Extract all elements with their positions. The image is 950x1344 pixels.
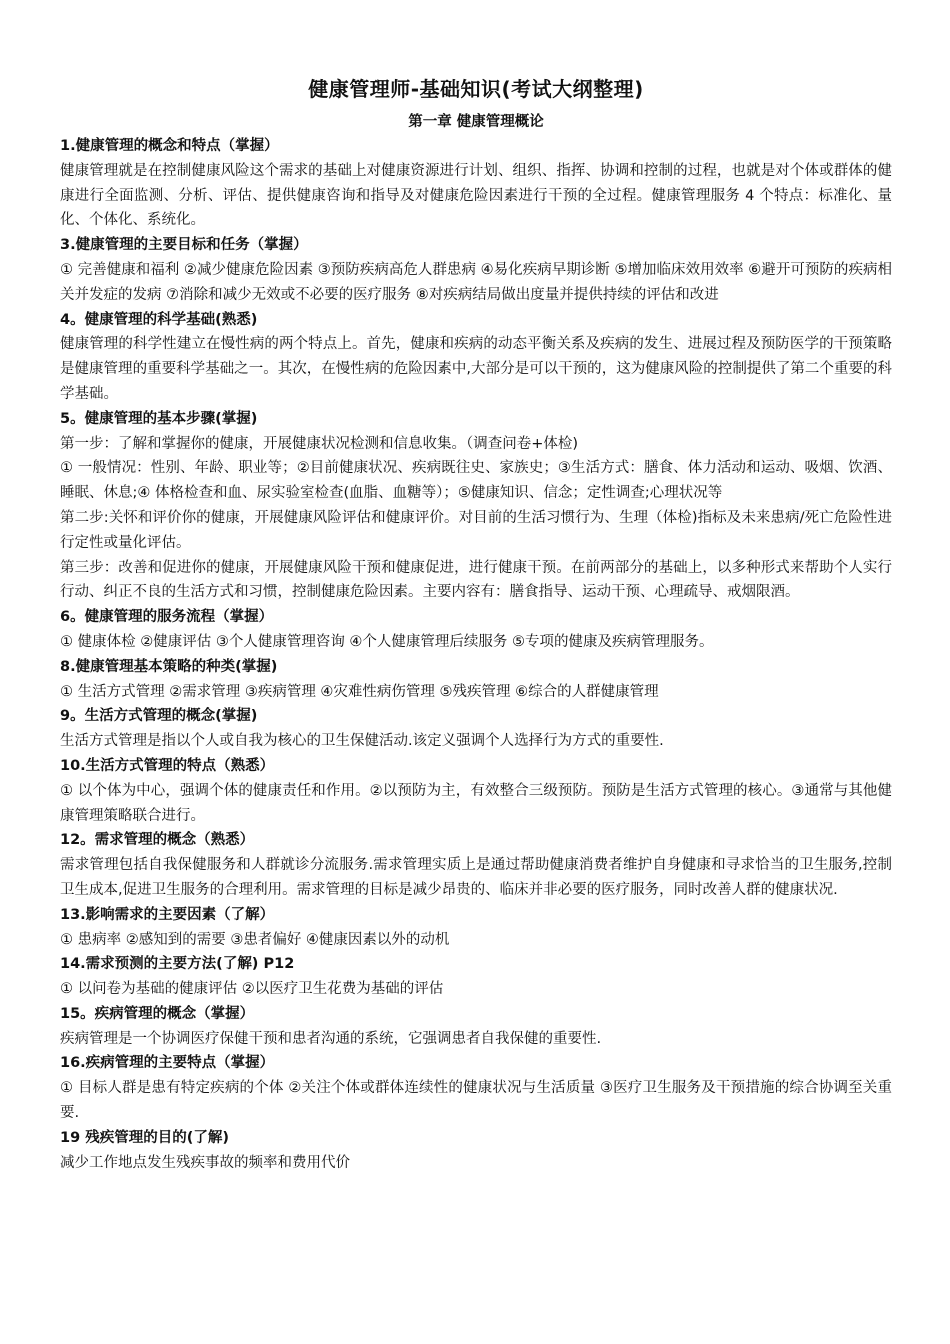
section-paragraph: 健康管理的科学性建立在慢性病的两个特点上。首先，健康和疾病的动态平衡关系及疾病的发生、进展过程及预防医学的干预策略是健康管理的重要科学基础之一。其次，在慢性病的危险因素中,大部分是可以干预的，这为健康风险的控制提供了第二个重要的科学基础。 <box>60 336 892 402</box>
section-heading: 8.健康管理基本策略的种类(掌握) <box>60 658 278 675</box>
section <box>60 134 892 233</box>
section-heading: 19 残疾管理的目的(了解) <box>60 1129 229 1146</box>
section-paragraph: ① 完善健康和福利 ②减少健康危险因素 ③预防疾病高危人群患病 ④易化疾病早期诊断 ⑤增加临床效用效率 ⑥避开可预防的疾病相关并发症的发病 ⑦消除和减少无效或不必要的医疗服务 ⑧对疾病结局做出度量并提供持续的评估和改进 <box>60 261 892 303</box>
section-paragraph: 需求管理包括自我保健服务和人群就诊分流服务.需求管理实质上是通过帮助健康消费者维护自身健康和寻求恰当的卫生服务,控制卫生成本,促进卫生服务的合理利用。需求管理的目标是减少昂贵的、临床并非必要的医疗服务，同时改善人群的健康状况. <box>60 857 892 898</box>
section-paragraph: ① 目标人群是患有特定疾病的个体 ②关注个体或群体连续性的健康状况与生活质量 ③医疗卫生服务及干预措施的综合协调至关重要. <box>60 1080 892 1122</box>
section-heading: 15。疾病管理的概念（掌握） <box>60 1005 255 1022</box>
section-paragraph: ① 一般情况：性别、年龄、职业等；②目前健康状况、疾病既往史、家族史；③生活方式：膳食、体力活动和运动、吸烟、饮酒、睡眠、休息;④ 体格检查和血、尿实验室检查(血脂、血糖等）；⑤健康知识、信念；定性调查;心理状况等 <box>60 460 892 502</box>
section-paragraph: 减少工作地点发生残疾事故的频率和费用代价 <box>60 1154 350 1171</box>
section-heading: 13.影响需求的主要因素（了解） <box>60 906 275 923</box>
section-paragraph: ① 患病率 ②感知到的需要 ③患者偏好 ④健康因素以外的动机 <box>60 931 450 948</box>
section <box>60 1051 892 1125</box>
sections-container <box>60 134 892 1175</box>
section-paragraph: ① 健康体检 ②健康评估 ③个人健康管理咨询 ④个人健康管理后续服务 ⑤专项的健康及疾病管理服务。 <box>60 633 714 650</box>
section-paragraph: 健康管理就是在控制健康风险这个需求的基础上对健康资源进行计划、组织、指挥、协调和控制的过程，也就是对个体或群体的健康进行全面监测、分析、评估、提供健康咨询和指导及对健康危险因素进行干预的全过程。健康管理服务 4 个特点：标准化、量化、个体化、系统化。 <box>60 162 892 229</box>
section-paragraph: 第二步:关怀和评价你的健康，开展健康风险评估和健康评价。对目前的生活习惯行为、生理（体检)指标及未来患病/死亡危险性进行定性或量化评估。 <box>60 509 892 551</box>
section-heading: 5。健康管理的基本步骤(掌握) <box>60 410 258 427</box>
document-title: 健康管理师-基础知识(考试大纲整理) <box>308 77 644 101</box>
section <box>60 903 892 953</box>
section <box>60 233 892 307</box>
section <box>60 952 892 1002</box>
section-heading: 6。健康管理的服务流程（掌握） <box>60 609 274 626</box>
section-paragraph: ① 生活方式管理 ②需求管理 ③疾病管理 ④灾难性病伤管理 ⑤残疾管理 ⑥综合的人群健康管理 <box>60 683 659 700</box>
section-paragraph: ① 以个体为中心，强调个体的健康责任和作用。②以预防为主，有效整合三级预防。预防是生活方式管理的核心。③通常与其他健康管理策略联合进行。 <box>60 782 892 824</box>
section <box>60 308 892 407</box>
section-paragraph: 生活方式管理是指以个人或自我为核心的卫生保健活动.该定义强调个人选择行为方式的重要性. <box>60 733 664 750</box>
section <box>60 605 892 655</box>
section <box>60 828 892 902</box>
chapter-title: 第一章 健康管理概论 <box>408 114 544 130</box>
section-paragraph: 第一步：了解和掌握你的健康，开展健康状况检测和信息收集。（调查问卷+体检) <box>60 435 579 452</box>
section-heading: 3.健康管理的主要目标和任务（掌握） <box>60 237 308 254</box>
section-heading: 9。生活方式管理的概念(掌握) <box>60 708 258 725</box>
section <box>60 754 892 828</box>
section-heading: 14.需求预测的主要方法(了解) P12 <box>60 956 295 973</box>
section-heading: 4。健康管理的科学基础(熟悉) <box>60 311 258 328</box>
section <box>60 655 892 705</box>
section <box>60 1126 892 1176</box>
section-paragraph: 第三步：改善和促进你的健康，开展健康风险干预和健康促进，进行健康干预。在前两部分的基础上，以多种形式来帮助个人实行行动、纠正不良的生活方式和习惯，控制健康危险因素。主要内容有：膳食指导、运动干预、心理疏导、戒烟限酒。 <box>60 559 892 601</box>
section-paragraph: 疾病管理是一个协调医疗保健干预和患者沟通的系统，它强调患者自我保健的重要性. <box>60 1030 602 1047</box>
section <box>60 1002 892 1052</box>
section <box>60 407 892 605</box>
section-paragraph: ① 以问卷为基础的健康评估 ②以医疗卫生花费为基础的评估 <box>60 981 444 998</box>
section <box>60 704 892 754</box>
section-heading: 1.健康管理的概念和特点（掌握） <box>60 138 279 154</box>
section-heading: 12。需求管理的概念（熟悉） <box>60 832 255 849</box>
section-heading: 10.生活方式管理的特点（熟悉） <box>60 757 275 774</box>
section-heading: 16.疾病管理的主要特点（掌握） <box>60 1055 275 1072</box>
